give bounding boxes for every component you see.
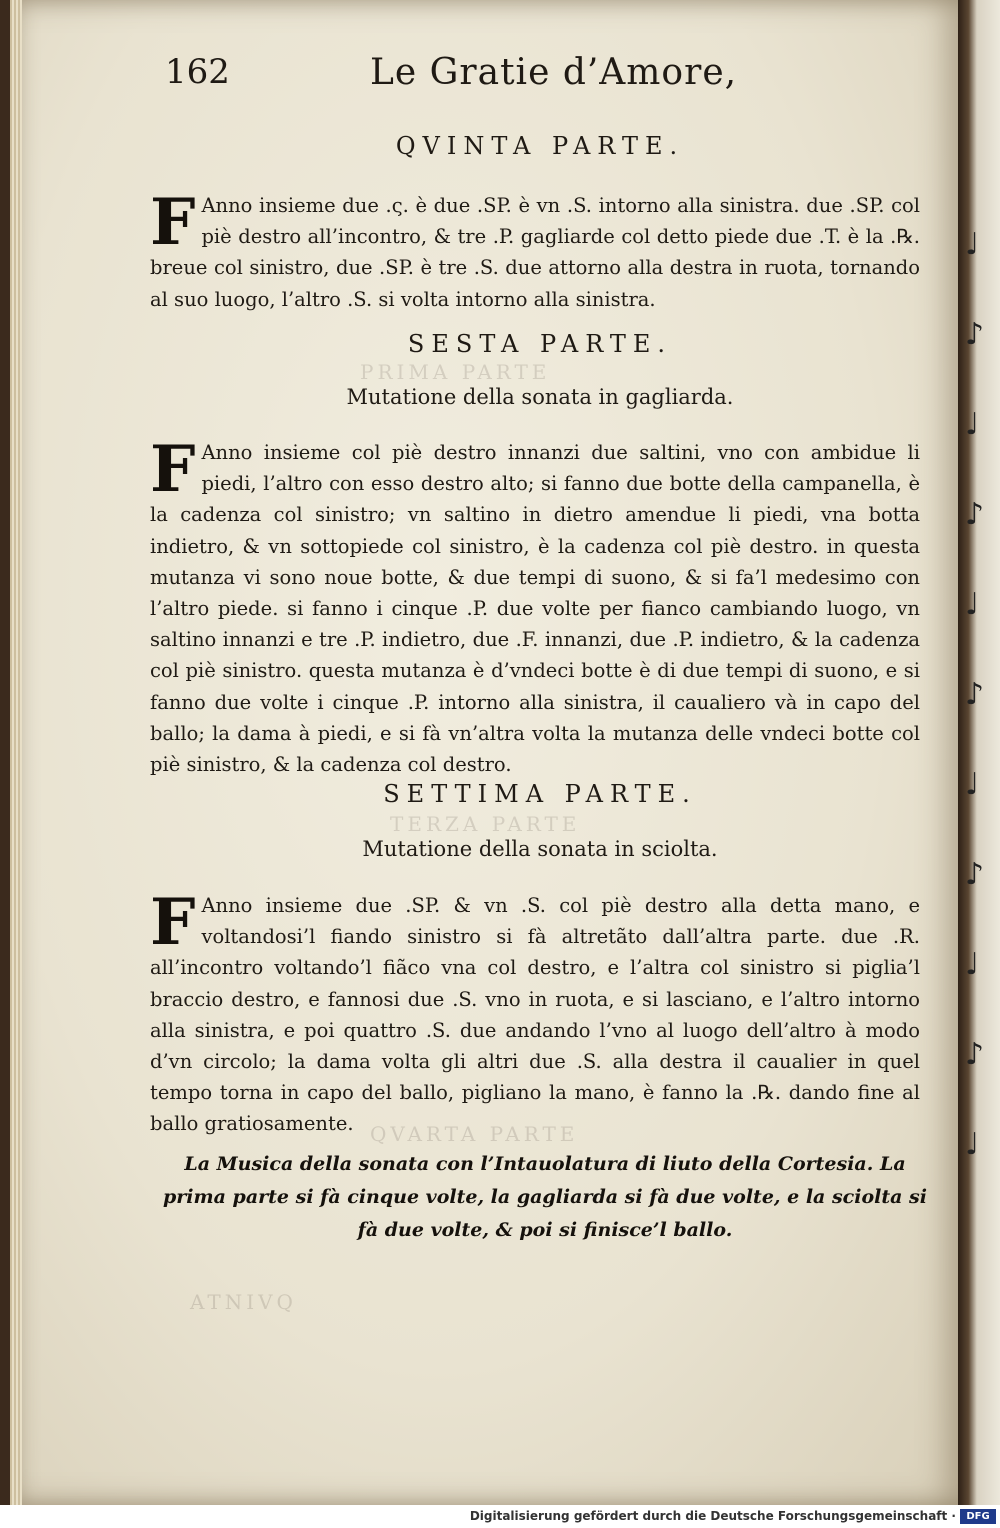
section-text-sesta — [150, 432, 920, 780]
section-heading-settima: SETTIMA PARTE. — [383, 780, 697, 808]
show-through-text: PRIMA PARTE — [360, 360, 551, 384]
paragraph-body: Anno insieme col piè destro innanzi due saltini, vno con ambidue li piedi, l’altro con esso destro alto; si fanno due botte della campanella, è la cadenza col sinistro; vn saltino in dietro amendue li piedi, vna botta indietro, & vn sottopiede col sinistro, è la cadenza col piè destro. in questa mutanza vi sono noue botte, & due tempi di suono, & si fa’l medesimo con l’altro piede. si fanno i cinque .P. due volte per fianco cambiando luogo, vn saltino innanzi e tre .P. indietro, due .F. innanzi, due .P. indietro, & la cadenza col piè sinistro. questa mutanza è d’vndeci botte è di due tempi di suono, e si fanno due volte i cinque .P. intorno alla sinistra, il caualiero và in capo del ballo; la dama à piedi, e si fà vn’altra volta la mutanza delle vndeci botte col piè sinistro, & la cadenza col destro. — [150, 441, 920, 777]
section-heading-quinta: QVINTA PARTE. — [395, 132, 685, 160]
dfg-logo: DFG — [960, 1509, 996, 1524]
section-text-quinta — [150, 185, 920, 315]
book-page — [10, 0, 965, 1505]
paragraph-body: Anno insieme due .ς. è due .SP. è vn .S. intorno alla sinistra. due .SP. col piè destro all’incontro, & tre .P. gagliarde col detto piede due .T. è la .℞. breue col sinistro, due .SP. è tre .S. due attorno alla destra in ruota, tornando al suo luogo, l’altro .S. si volta intorno alla sinistra. — [150, 194, 920, 311]
facing-page-music-notation: ♩ ♪ ♩ ♪ ♩ ♪ ♩ ♪ ♩ ♪ ♩ — [965, 227, 985, 1162]
section-subheading-settima: Mutatione della sonata in sciolta. — [362, 837, 718, 861]
running-title: Le Gratie d’Amore, — [370, 52, 738, 93]
funding-credit: Digitalisierung gefördert durch die Deutsche Forschungsgemeinschaft · — [469, 1509, 956, 1523]
drop-capital: F — [150, 185, 196, 260]
digitization-footer — [0, 1505, 1000, 1528]
show-through-text: ATNIVQ — [190, 1290, 297, 1314]
drop-capital: F — [150, 432, 196, 507]
show-through-text: QVARTA PARTE — [370, 1122, 579, 1146]
section-subheading-sesta: Mutatione della sonata in gagliarda. — [346, 385, 734, 409]
closing-note: La Musica della sonata con l’Intauolatura di liuto della Cortesia. La prima parte si fà cinque volte, la gagliarda si fà due volte, e la sciolta si fà due volte, & poi si finisce’l ballo. — [163, 1153, 927, 1241]
page-edges — [10, 0, 22, 1505]
paragraph-body: Anno insieme due .SP. & vn .S. col piè destro alla detta mano, e voltandosi’l fiando sinistro si fà altretãto dall’altra parte. due .R. all’incontro voltando’l fiãco vna col destro, e l’altra col sinistro si piglia’l braccio destro, e fannosi due .S. vno in ruota, e si lasciano, e l’altro intorno alla sinistra, e poi quattro .S. due andando l’vno al luogo dell’altro à modo d’vn circolo; la dama volta gli altri due .S. alla destra il caualier in quel tempo torna in capo del ballo, pigliano la mano, è fanno la .℞. dando fine al ballo gratiosamente. — [150, 894, 920, 1136]
drop-capital: F — [150, 885, 196, 960]
page-number: 162 — [165, 52, 230, 92]
section-heading-sesta: SESTA PARTE. — [407, 330, 673, 358]
section-text-settima — [150, 885, 920, 1140]
show-through-text: TERZA PARTE — [390, 812, 581, 836]
